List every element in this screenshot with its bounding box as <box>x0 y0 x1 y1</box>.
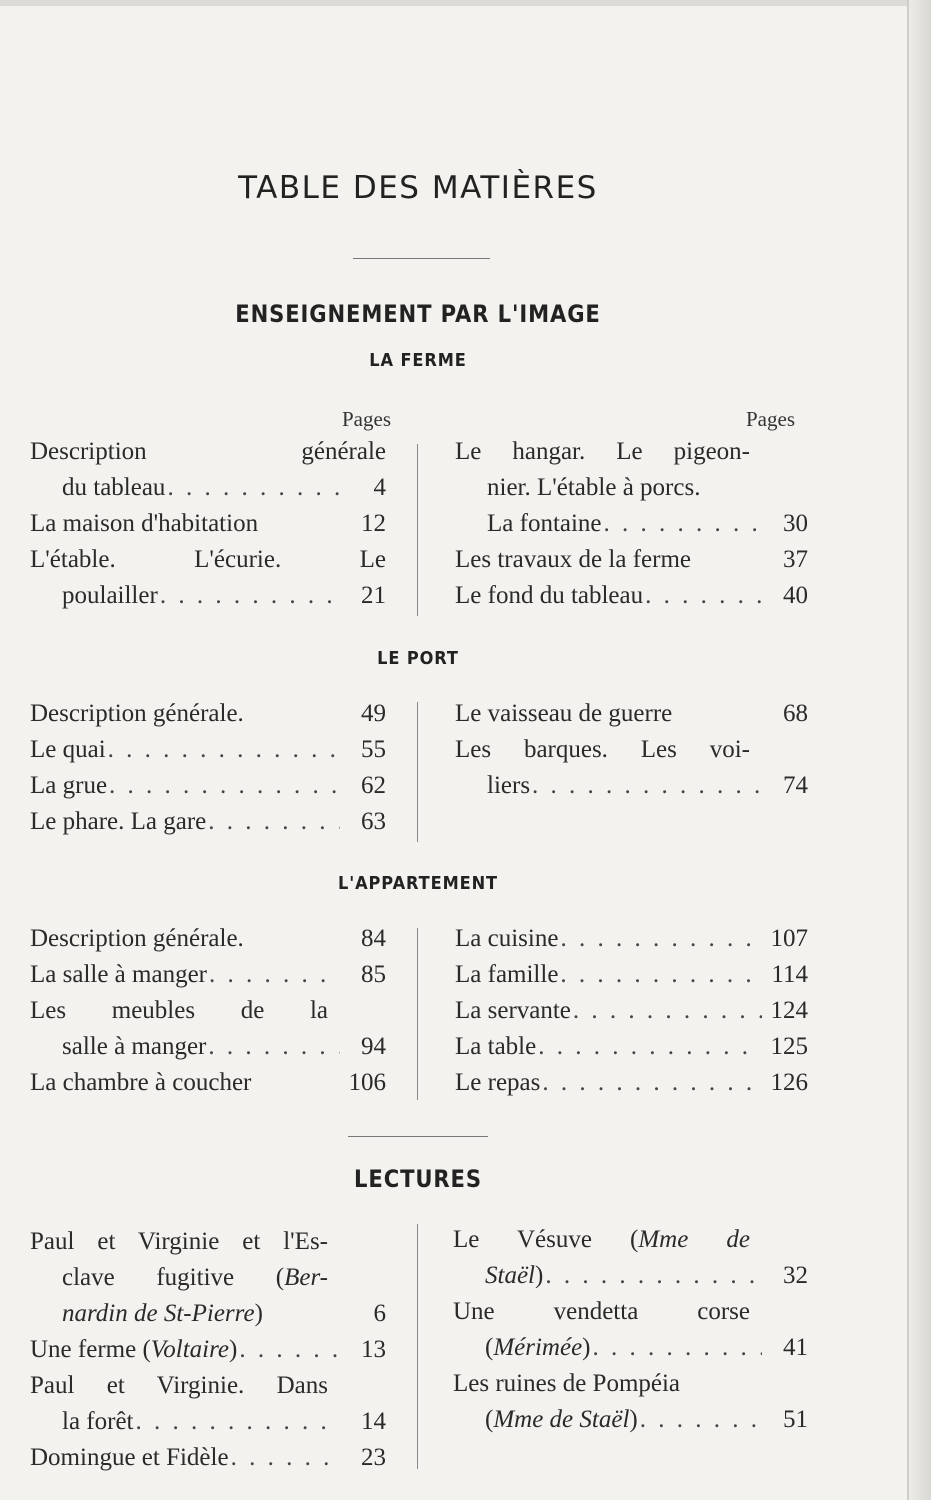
section-heading-ferme: LA FERME <box>369 350 467 371</box>
toc-entry-cont: poulailler . . . 21 <box>30 578 386 614</box>
column-divider <box>417 928 418 1100</box>
toc-entry-cont: du tableau . . . 4 <box>30 470 386 506</box>
toc-entry: Une vendetta corse <box>453 1298 750 1325</box>
toc-entry: Paul et Virginie. Dans <box>30 1372 328 1399</box>
toc-entry: La cuisine . . . 107 <box>455 921 808 957</box>
toc-entry: Le quai . . . 55 <box>30 732 386 768</box>
page-title: TABLE DES MATIÈRES <box>238 170 598 206</box>
part-heading-image: ENSEIGNEMENT PAR L'IMAGE <box>235 300 601 328</box>
toc-entry: Le repas . . . 126 <box>455 1065 808 1101</box>
toc-entry: La salle à manger . . . 85 <box>30 957 386 993</box>
section-heading-port: LE PORT <box>377 648 459 669</box>
toc-entry: Le phare. La gare . . . 63 <box>30 804 386 840</box>
toc-entry: Le Vésuve (Mme de <box>453 1226 750 1253</box>
toc-entry: Les meubles de la <box>30 997 328 1024</box>
toc-entry: Description générale <box>30 438 386 465</box>
column-divider <box>417 1224 418 1469</box>
appartement-right-column <box>455 921 808 1101</box>
toc-entry: La servante . . . 124 <box>455 993 808 1029</box>
toc-entry: Les travaux de la ferme 37 <box>455 546 808 573</box>
toc-entry: Domingue et Fidèle . . . 23 <box>30 1440 386 1476</box>
section-heading-appartement: L'APPARTEMENT <box>337 873 498 894</box>
lectures-right-column <box>453 1222 808 1438</box>
page-edge-shadow <box>907 0 909 1500</box>
toc-entry: Les ruines de Pompéia <box>453 1370 681 1397</box>
toc-entry-cont: (Mérimée) . . . 41 <box>453 1330 808 1366</box>
lectures-left-column <box>30 1224 386 1476</box>
part-divider <box>348 1136 488 1137</box>
toc-entry-cont: la forêt . . . 14 <box>30 1404 386 1440</box>
toc-entry: Les barques. Les voi- <box>455 736 750 763</box>
page-top-shadow <box>0 0 931 6</box>
toc-entry: Une ferme (Voltaire) . . . 13 <box>30 1332 386 1368</box>
toc-entry: Le fond du tableau . . . 40 <box>455 578 808 614</box>
toc-entry: La famille . . . 114 <box>455 957 808 993</box>
toc-entry: La grue . . . 62 <box>30 768 386 804</box>
toc-entry-cont: Staël) . . . 32 <box>453 1258 808 1294</box>
toc-entry-cont: (Mme de Staël) . . . 51 <box>453 1402 808 1438</box>
toc-entry: Description générale. 49 <box>30 700 386 727</box>
toc-entry: La maison d'habitation 12 <box>30 510 386 537</box>
ferme-right-column <box>455 434 808 614</box>
column-divider <box>417 702 418 842</box>
part-heading-lectures: LECTURES <box>354 1165 482 1193</box>
toc-entry-cont: salle à manger . . . 94 <box>30 1029 386 1065</box>
port-left-column <box>30 696 386 840</box>
pages-label-right: Pages <box>746 407 795 431</box>
column-divider <box>417 444 418 616</box>
appartement-left-column <box>30 921 386 1101</box>
ferme-left-column <box>30 434 386 614</box>
toc-entry: Paul et Virginie et l'Es- <box>30 1228 328 1255</box>
title-divider <box>353 258 490 259</box>
toc-entry: Le hangar. Le pigeon- <box>455 438 750 465</box>
toc-entry-cont: liers . . . 74 <box>455 768 808 804</box>
toc-entry: L'étable. L'écurie. Le <box>30 546 386 573</box>
toc-entry-cont: La fontaine . . . 30 <box>455 506 808 542</box>
toc-entry: La table . . . 125 <box>455 1029 808 1065</box>
toc-entry-cont: nier. L'étable à porcs. <box>487 474 701 501</box>
toc-entry-cont: clave fugitive (Ber- <box>62 1264 328 1291</box>
port-right-column <box>455 696 808 804</box>
page-edge <box>909 0 931 1500</box>
toc-entry: Le vaisseau de guerre 68 <box>455 700 808 727</box>
toc-entry-cont: nardin de St-Pierre) 6 <box>62 1300 386 1327</box>
toc-entry: Description générale. 84 <box>30 925 386 952</box>
toc-entry: La chambre à coucher 106 <box>30 1069 386 1096</box>
pages-label-left: Pages <box>342 407 391 431</box>
